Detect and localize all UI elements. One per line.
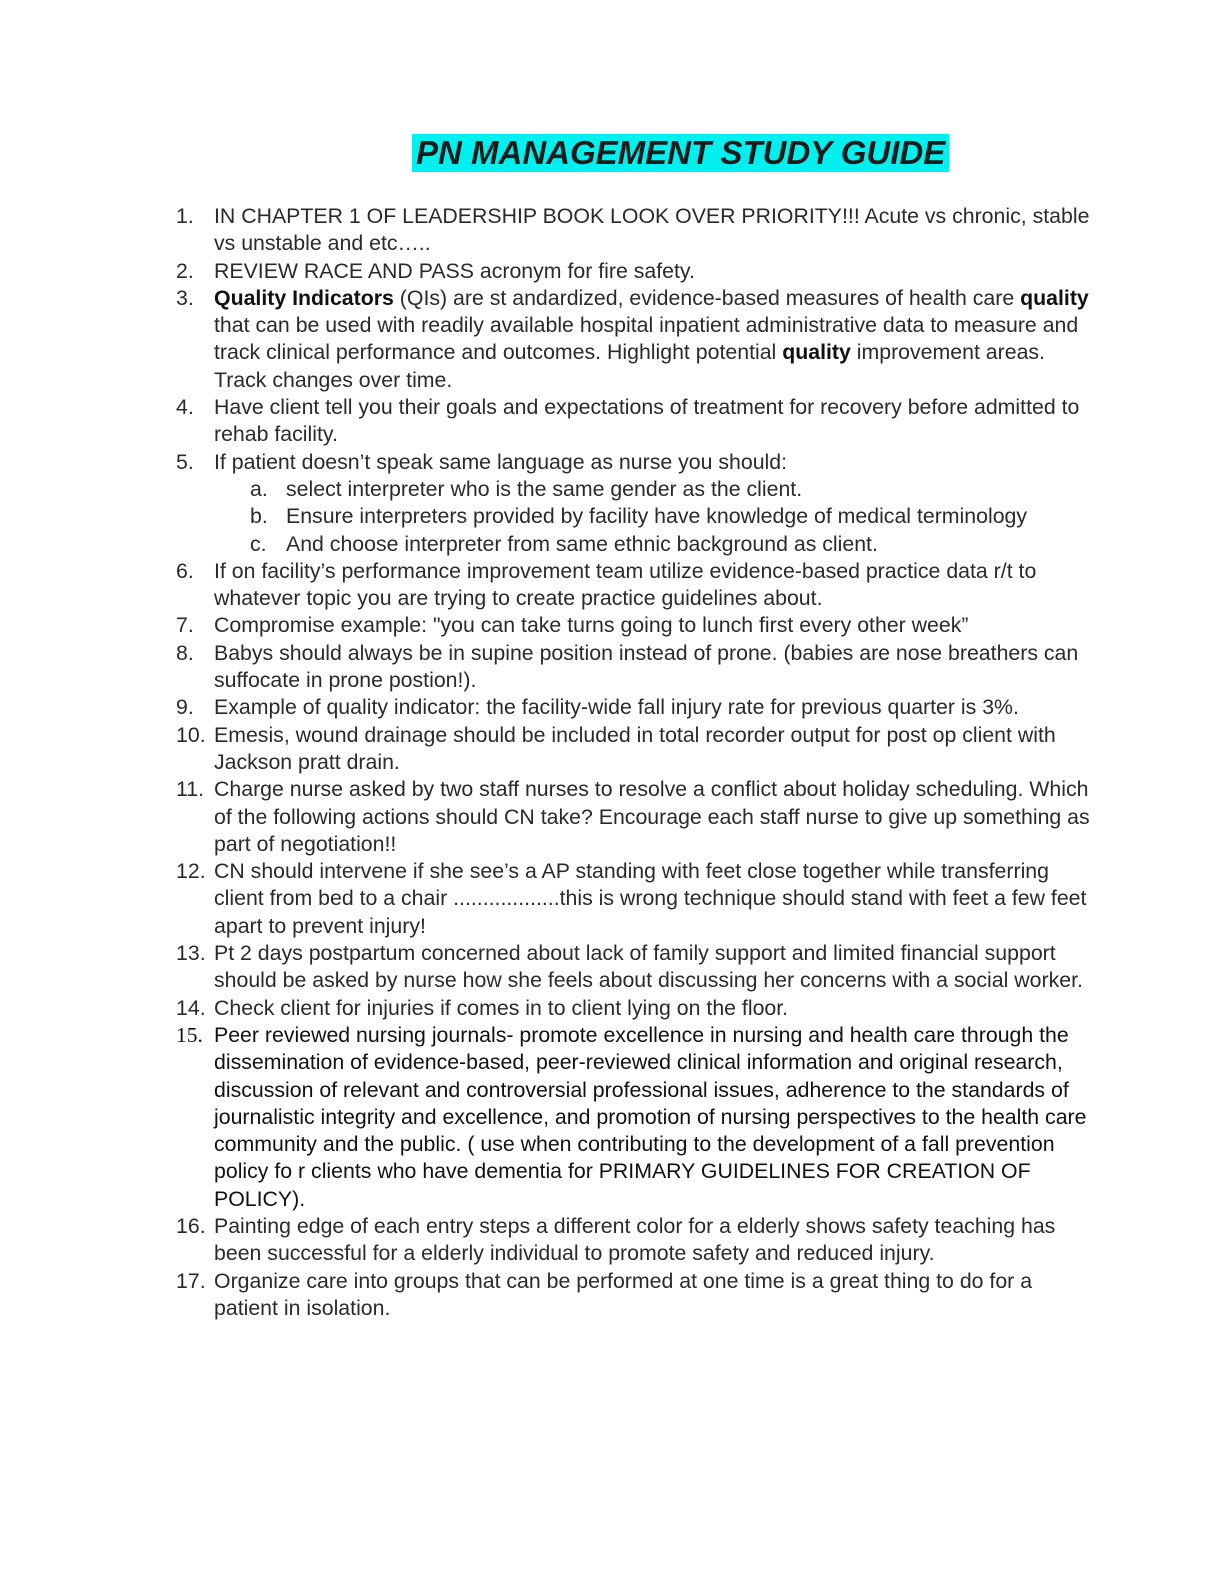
list-item (0, 258, 1224, 285)
list-item (0, 776, 1224, 858)
list-item (0, 995, 1224, 1022)
item-text: If on facility’s performance improvement team utilize evidence-based practice data r/t to whatever topic you are trying to create practice guidelines about. (214, 558, 1037, 611)
sub-list-item (0, 476, 1224, 503)
bold-term: quality (1020, 285, 1089, 310)
item-text: Pt 2 days postpartum concerned about lack of family support and limited financial support should be asked by nurse how she feels about discussing her concerns with a social worker. (214, 941, 1083, 993)
sub-item-letter: a. (250, 476, 268, 501)
item-number: 15. (176, 1022, 203, 1047)
item-number: 5. (176, 449, 194, 474)
sub-item-text: And choose interpreter from same ethnic background as client. (286, 531, 878, 556)
sub-list-item (0, 531, 1224, 558)
item-number: 3. (176, 285, 194, 310)
list-item (0, 1022, 1224, 1213)
list-item (0, 285, 1224, 394)
item-text: that can be used with readily available hospital inpatient administrative data to measure and track clinical performance and outcomes. Highlight potential (214, 313, 1079, 365)
study-guide-list (0, 203, 1224, 1322)
item-number: 12. (176, 859, 206, 884)
item-number: 2. (176, 258, 194, 283)
list-item (0, 449, 1224, 476)
item-number: 13. (176, 941, 206, 966)
list-item (0, 394, 1224, 449)
sub-list-item (0, 503, 1224, 530)
list-item (0, 203, 1224, 258)
item-text: Emesis, wound drainage should be included in total recorder output for post op client with Jackson pratt drain. (214, 722, 1056, 774)
page-title: PN MANAGEMENT STUDY GUIDE (412, 134, 949, 172)
item-text: (QIs) are st andardized, evidence-based measures of health care (393, 285, 1021, 310)
item-number: 9. (176, 695, 194, 720)
item-text: improvement areas. Track changes over time. (214, 340, 1045, 392)
item-number: 8. (176, 640, 194, 665)
list-item (0, 612, 1224, 639)
list-item (0, 940, 1224, 995)
item-number: 16. (176, 1213, 206, 1238)
item-text: Have client tell you their goals and expectations of treatment for recovery before admitted to rehab facility. (214, 395, 1080, 447)
item-text: CN should intervene if she see’s a AP standing with feet close together while transferring client from bed to a chair ..................this is wrong technique should stand with feet a few feet apart to prevent injury! (214, 859, 1087, 938)
item-text: Check client for injuries if comes in to client lying on the floor. (214, 995, 789, 1020)
item-number: 1. (176, 204, 194, 228)
item-number: 7. (176, 613, 194, 638)
item-number: 10. (176, 722, 206, 747)
sub-item-letter: b. (250, 504, 268, 529)
bold-term: quality (782, 340, 851, 365)
item-text: IN CHAPTER 1 OF LEADERSHIP BOOK LOOK OVER PRIORITY!!! Acute vs chronic, stable vs unstable and etc….. (214, 204, 1090, 256)
list-item (0, 858, 1224, 940)
list-item (0, 640, 1224, 695)
item-text: Peer reviewed nursing journals- promote excellence in nursing and health care through the dissemination of evidence-based, peer-reviewed clinical information and original research, discussion of relevant and controversial professional issues, adherence to the standards of journalistic integrity and excellence, and promotion of nursing perspectives to the health care community and the public. ( use when contributing to the development of a fall prevention policy fo r clients who have dementia for PRIMARY GUIDELINES FOR CREATION OF POLICY). (214, 1022, 1087, 1211)
sub-item-text: select interpreter who is the same gender as the client. (286, 476, 803, 501)
item-number: 17. (176, 1268, 206, 1293)
list-item (0, 558, 1224, 613)
item-text: Charge nurse asked by two staff nurses to resolve a conflict about holiday scheduling. Which of the following actions should CN take? Encourage each staff nurse to give up something as part of negotiation!! (214, 777, 1090, 856)
item-text: Organize care into groups that can be performed at one time is a great thing to do for a patient in isolation. (214, 1268, 1033, 1320)
item-number: 11. (176, 777, 205, 802)
list-item (0, 1268, 1224, 1323)
list-item (0, 694, 1224, 721)
sub-item-letter: c. (250, 531, 267, 556)
item-text: Painting edge of each entry steps a different color for a elderly shows safety teaching has been successful for a elderly individual to promote safety and reduced injury. (214, 1213, 1056, 1266)
item-text: REVIEW RACE AND PASS acronym for fire safety. (214, 258, 695, 283)
item-text: Example of quality indicator: the facility-wide fall injury rate for previous quarter is 3%. (214, 695, 1019, 720)
sub-item-text: Ensure interpreters provided by facility have knowledge of medical terminology (286, 504, 1028, 529)
item-number: 6. (176, 558, 194, 583)
item-number: 4. (176, 395, 194, 420)
list-item (0, 1213, 1224, 1268)
list-item (0, 722, 1224, 777)
item-text: Compromise example: "you can take turns going to lunch first every other week” (214, 613, 969, 638)
item-text: If patient doesn’t speak same language as nurse you should: (214, 449, 788, 474)
item-number: 14. (176, 995, 206, 1020)
item-text: Babys should always be in supine position instead of prone. (babies are nose breathers can suffocate in prone postion!). (214, 640, 1079, 693)
bold-term: Quality Indicators (214, 285, 394, 310)
